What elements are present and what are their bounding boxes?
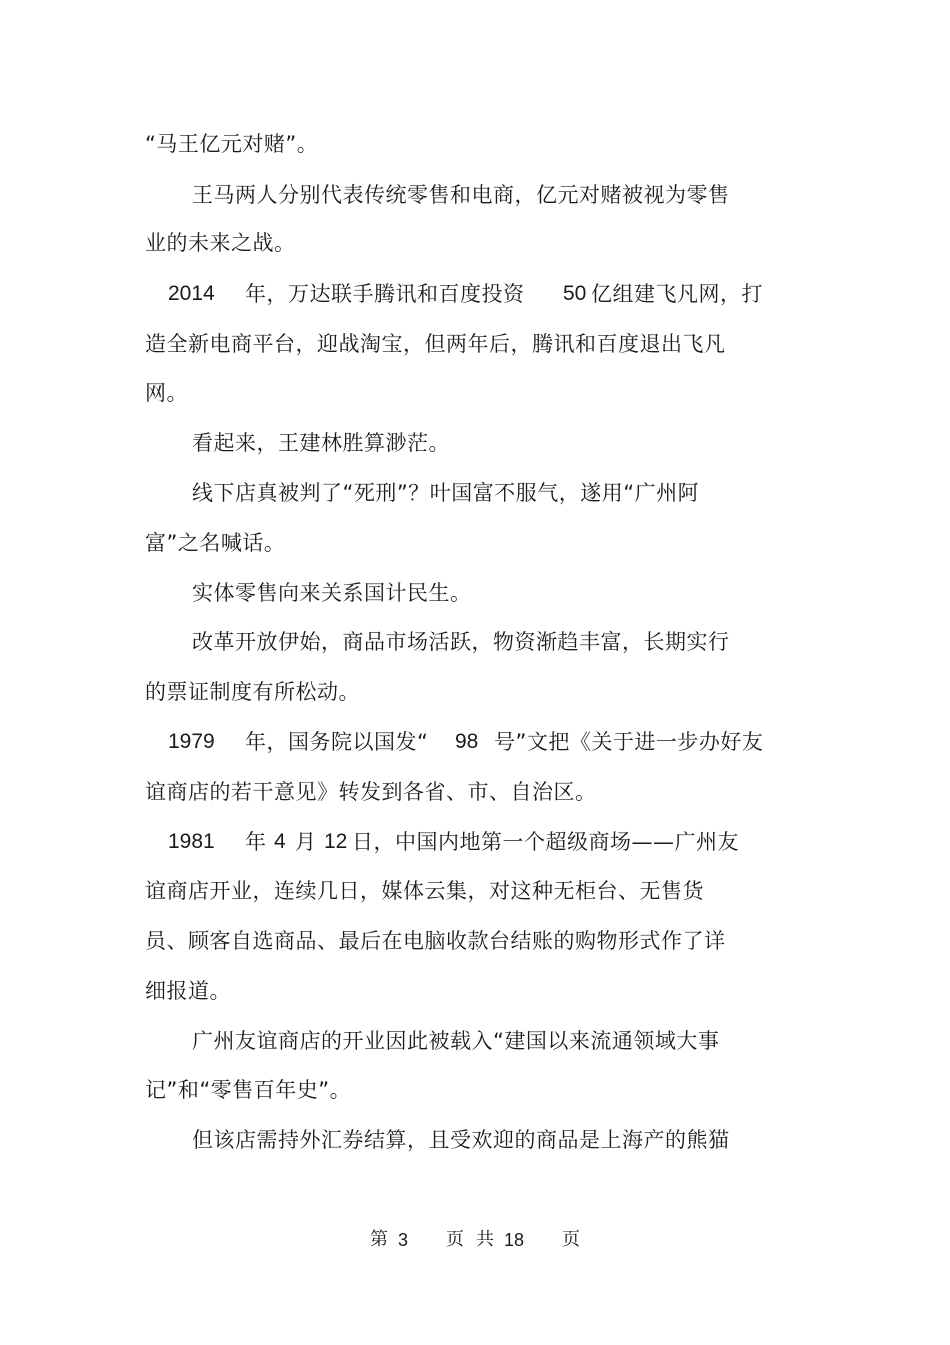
text-line: 年，万达联手腾讯和百度投资: [245, 282, 525, 306]
text-line: 98: [455, 730, 479, 753]
text-line: 4: [274, 830, 286, 853]
text-line: 日，中国内地第一个超级商场——广州友: [352, 830, 739, 854]
text-line: 谊商店开业，连续几日，媒体云集，对这种无柜台、无售货: [145, 879, 704, 903]
text-line: 年: [245, 830, 267, 854]
text-line: 改革开放伊始，商品市场活跃，物资渐趋丰富，长期实行: [192, 630, 730, 654]
text-line: 50: [563, 282, 587, 305]
text-line: 的票证制度有所松动。: [145, 680, 360, 704]
text-line: 富”之名喊话。: [145, 531, 286, 555]
text-line: 造全新电商平台，迎战淘宝，但两年后，腾讯和百度退出飞凡: [145, 332, 726, 356]
text-line: 实体零售向来关系国计民生。: [192, 581, 472, 605]
text-line: 记”和“零售百年史”。: [145, 1078, 352, 1102]
text-line: 但该店需持外汇券结算，且受欢迎的商品是上海产的熊猫: [192, 1128, 730, 1152]
footer-ye: 页: [446, 1229, 464, 1250]
text-line: 谊商店的若干意见》转发到各省、市、自治区。: [145, 780, 597, 804]
text-line: 广州友谊商店的开业因此被载入“建国以来流通领域大事: [192, 1029, 720, 1053]
text-line: 员、顾客自选商品、最后在电脑收款台结账的购物形式作了详: [145, 929, 726, 953]
text-line: 月: [295, 830, 317, 854]
text-line: 1981: [168, 830, 215, 853]
footer-page-number: 3: [398, 1230, 409, 1250]
text-line: 王马两人分别代表传统零售和电商，亿元对赌被视为零售: [192, 183, 730, 207]
footer-ye-end: 页: [562, 1229, 580, 1250]
text-line: 细报道。: [145, 979, 231, 1003]
text-line: 12: [324, 830, 348, 853]
text-line: 1979: [168, 730, 215, 753]
text-line: 看起来，王建林胜算渺茫。: [192, 431, 450, 455]
text-line: 线下店真被判了“死刑”？叶国富不服气，遂用“广州阿: [192, 481, 700, 505]
text-line: 年，国务院以国发“: [245, 730, 429, 754]
text-line: 亿组建飞凡网，打: [591, 282, 763, 306]
footer-di: 第: [370, 1229, 388, 1250]
footer-total-pages: 18: [504, 1230, 525, 1250]
text-line: 网。: [145, 381, 188, 405]
text-line: “马王亿元对赌”。: [145, 132, 319, 156]
text-line: 业的未来之战。: [145, 231, 296, 255]
text-line: 号”文把《关于进一步办好友: [494, 730, 764, 754]
footer-gong: 共: [476, 1229, 494, 1250]
text-line: 2014: [168, 282, 215, 305]
